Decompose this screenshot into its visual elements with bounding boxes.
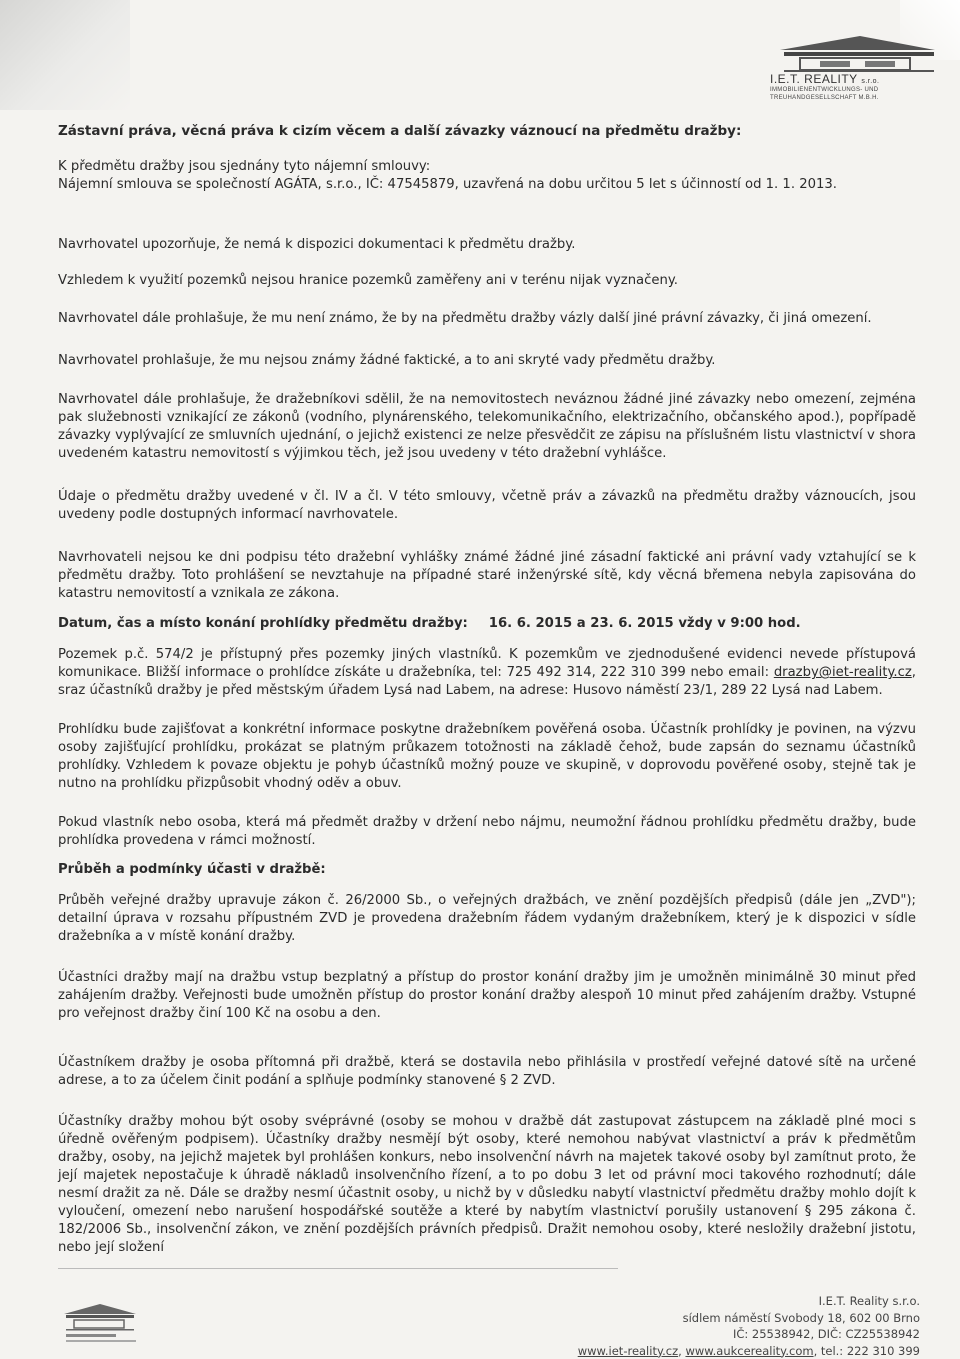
email-link[interactable]: drazby@iet-reality.cz xyxy=(774,665,912,680)
paragraph-law: Průběh veřejné dražby upravuje zákon č. 26/2000 Sb., o veřejných dražbách, ve znění pozdějších předpisů (dále jen „ZVD"); detailní úprava v rozsahu přípustném ZVD je provedena dražebním řádem vydaným dražebníkem, který je k dispozici v sídle dražebníka a v místě konání dražby. xyxy=(58,892,916,946)
footer-divider xyxy=(58,1268,618,1269)
paragraph-participant: Účastníkem dražby je osoba přítomná při dražbě, která se dostavila nebo přihlásila v prostředí veřejné datové sítě na určené adrese, a to za účelem činit podání a splňuje podmínky stanovené § 2 ZVD. xyxy=(58,1054,916,1090)
section-title-liens: Zástavní práva, věcná práva k cizím věcem a další závazky váznoucí na předmětu dražby: xyxy=(58,123,741,139)
lease-block xyxy=(58,158,916,194)
paragraph-access: Pozemek p.č. 574/2 je přístupný přes pozemky jiných vlastníků. K pozemkům ve zjednodušené evidenci nevede přístupová komunikace. Bližší informace o prohlídce získáte u dražebníka, tel: 725 492 314, 222 310 399 nebo email: drazby@iet-reality.cz, sraz účastníků dražby je před městským úřadem Lysá nad Labem, na adrese: Husovo náměstí 23/1, 289 22 Lysá nad Labem. xyxy=(58,646,916,700)
footer-company: I.E.T. Reality s.r.o. xyxy=(540,1293,920,1310)
paragraph-unknown-defects: Navrhovateli nejsou ke dni podpisu této dražební vyhlášky známé žádné jiné zásadní faktické ani právní vady vztahující se k předmětu dražby. Toto prohlášení se nevztahuje na případné staré inženýrské sítě, kdy věcná břemena nebyla zapisována do katastru nemovitostí a vznikala ze zákona. xyxy=(58,549,916,603)
inspection-heading xyxy=(58,615,916,633)
section-title-procedure: Průběh a podmínky účasti v dražbě: xyxy=(58,861,916,879)
paragraph-defects: Navrhovatel prohlašuje, že mu nejsou známy žádné faktické, a to ani skryté vady předmětu dražby. xyxy=(58,352,916,370)
lease-detail: Nájemní smlouva se společností AGÁTA, s.r.o., IČ: 47545879, uzavřená na dobu určitou 5 let s účinností od 1. 1. 2013. xyxy=(58,176,916,194)
footer-phone: , tel.: 222 310 399 xyxy=(814,1344,920,1358)
scan-shadow xyxy=(0,0,130,110)
logo-subtitle: IMMOBILIENENTWICKLUNGS- UND TREUHANDGESELLSCHAFT M.B.H. xyxy=(770,86,940,102)
footer-logo-icon xyxy=(60,1298,140,1348)
footer-company-info xyxy=(540,1293,920,1359)
paragraph-data: Údaje o předmětu dražby uvedené v čl. IV a čl. V této smlouvy, včetně práv a závazků na předmětu dražby váznoucích, jsou uvedeny podle dostupných informací navrhovatele. xyxy=(58,488,916,524)
footer-address: sídlem náměstí Svobody 18, 602 00 Brno xyxy=(540,1310,920,1327)
footer-ids: IČ: 25538942, DIČ: CZ25538942 xyxy=(540,1326,920,1343)
paragraph-capacity: Účastníky dražby mohou být osoby svéprávné (osoby se mohou v dražbě dát zastupovat zástupcem na základě plné moci s úředně ověřeným podpisem). Účastníky dražby nesmějí být osoby, které nemohou nabývat vlastnictví a práv k předmětům dražby, osoby, na jejichž majetek byl prohlášen konkurs, nebo insolvenční návrh na majetek takové osoby byl zamítnut proto, že její majetek nepostačuje k úhradě nákladů insolvenčního řízení, a to po dobu 3 let od právní moci takového rozhodnutí; dále nesmí dražit za ně. Dále se dražby nesmí účastnit osoby, u nichž by v důsledku nabytí vlastnictví předmětu dražby mohlo dojít k vyloučení, omezení nebo narušení hospodářské soutěže a které by nabytím vlastnictví porušily ustanovení § 295 zákona č. 182/2006 Sb., insolvenční zákon, ve znění pozdějších právních předpisů. Dražit nemohou osoby, které nesložily dražební jistotu, nebo její složení xyxy=(58,1113,916,1257)
lease-intro: K předmětu dražby jsou sjednány tyto nájemní smlouvy: xyxy=(58,158,916,176)
footer-web-link[interactable]: www.iet-reality.cz xyxy=(578,1344,678,1358)
inspection-title-label: Datum, čas a místo konání prohlídky předmětu dražby: xyxy=(58,616,468,631)
footer-contacts: www.iet-reality.cz, www.aukcereality.com, tel.: 222 310 399 xyxy=(540,1343,920,1359)
paragraph-responsible-person: Prohlídku bude zajišťovat a konkrétní informace poskytne dražebníkem pověřená osoba. Účastník prohlídky je povinen, na výzvu osoby zajišťující prohlídku, prokázat se platným průkazem totožnosti na základě čehož, bude zapsán do seznamu účastníků prohlídky. Vzhledem k povaze objektu je pohyb účastníků možný pouze ve skupině, v doprovodu pověřené osoby, stejně tak je nutno na prohlídku přizpůsobit vhodný oděv a obuv. xyxy=(58,721,916,793)
footer-web-link-2[interactable]: www.aukcereality.com xyxy=(685,1344,813,1358)
paragraph-bounds: Vzhledem k využití pozemků nejsou hranice pozemků zaměřeny ani v terénu nijak vyznačeny. xyxy=(58,272,916,290)
paragraph-owner: Pokud vlastník nebo osoba, která má předmět dražby v držení nebo nájmu, neumožní řádnou prohlídku předmětu dražby, bude prohlídka provedena v rámci možností. xyxy=(58,814,916,850)
logo-company-name: I.E.T. REALITY s.r.o. xyxy=(770,72,880,86)
inspection-date-value: 16. 6. 2015 a 23. 6. 2015 vždy v 9:00 hod. xyxy=(489,616,801,631)
paragraph-rights: Navrhovatel dále prohlašuje, že mu není známo, že by na předmětu dražby vázly další jiné právní závazky, či jiná omezení. xyxy=(58,310,916,328)
paragraph-easements: Navrhovatel dále prohlašuje, že dražebníkovi sdělil, že na nemovitostech neváznou žádné jiné závazky nebo omezení, zejména pak služebnosti vznikající ze zákonů (vodního, plynárenského, telekomunikačního, elektrizačního, občanského apod.), popřípadě závazky vyplývající ze smluvních ujednání, o jejichž existenci ze nelze přesvědčit ze zápisu na příslušném listu vlastnictví v shora uvedeném katastru nemovitostí s výjimkou těch, jež jsou uvedeny v této dražební vyhlášce. xyxy=(58,391,916,463)
paragraph-entry: Účastníci dražby mají na dražbu vstup bezplatný a přístup do prostor konání dražby jim je umožněn minimálně 30 minut před zahájením dražby. Veřejnosti bude umožněn přístup do prostor konání dražby alespoň 10 minut před zahájením dražby. Vstupné pro veřejnost dražby činí 100 Kč na osobu a den. xyxy=(58,969,916,1023)
paragraph-docs: Navrhovatel upozorňuje, že nemá k dispozici dokumentaci k předmětu dražby. xyxy=(58,236,916,254)
